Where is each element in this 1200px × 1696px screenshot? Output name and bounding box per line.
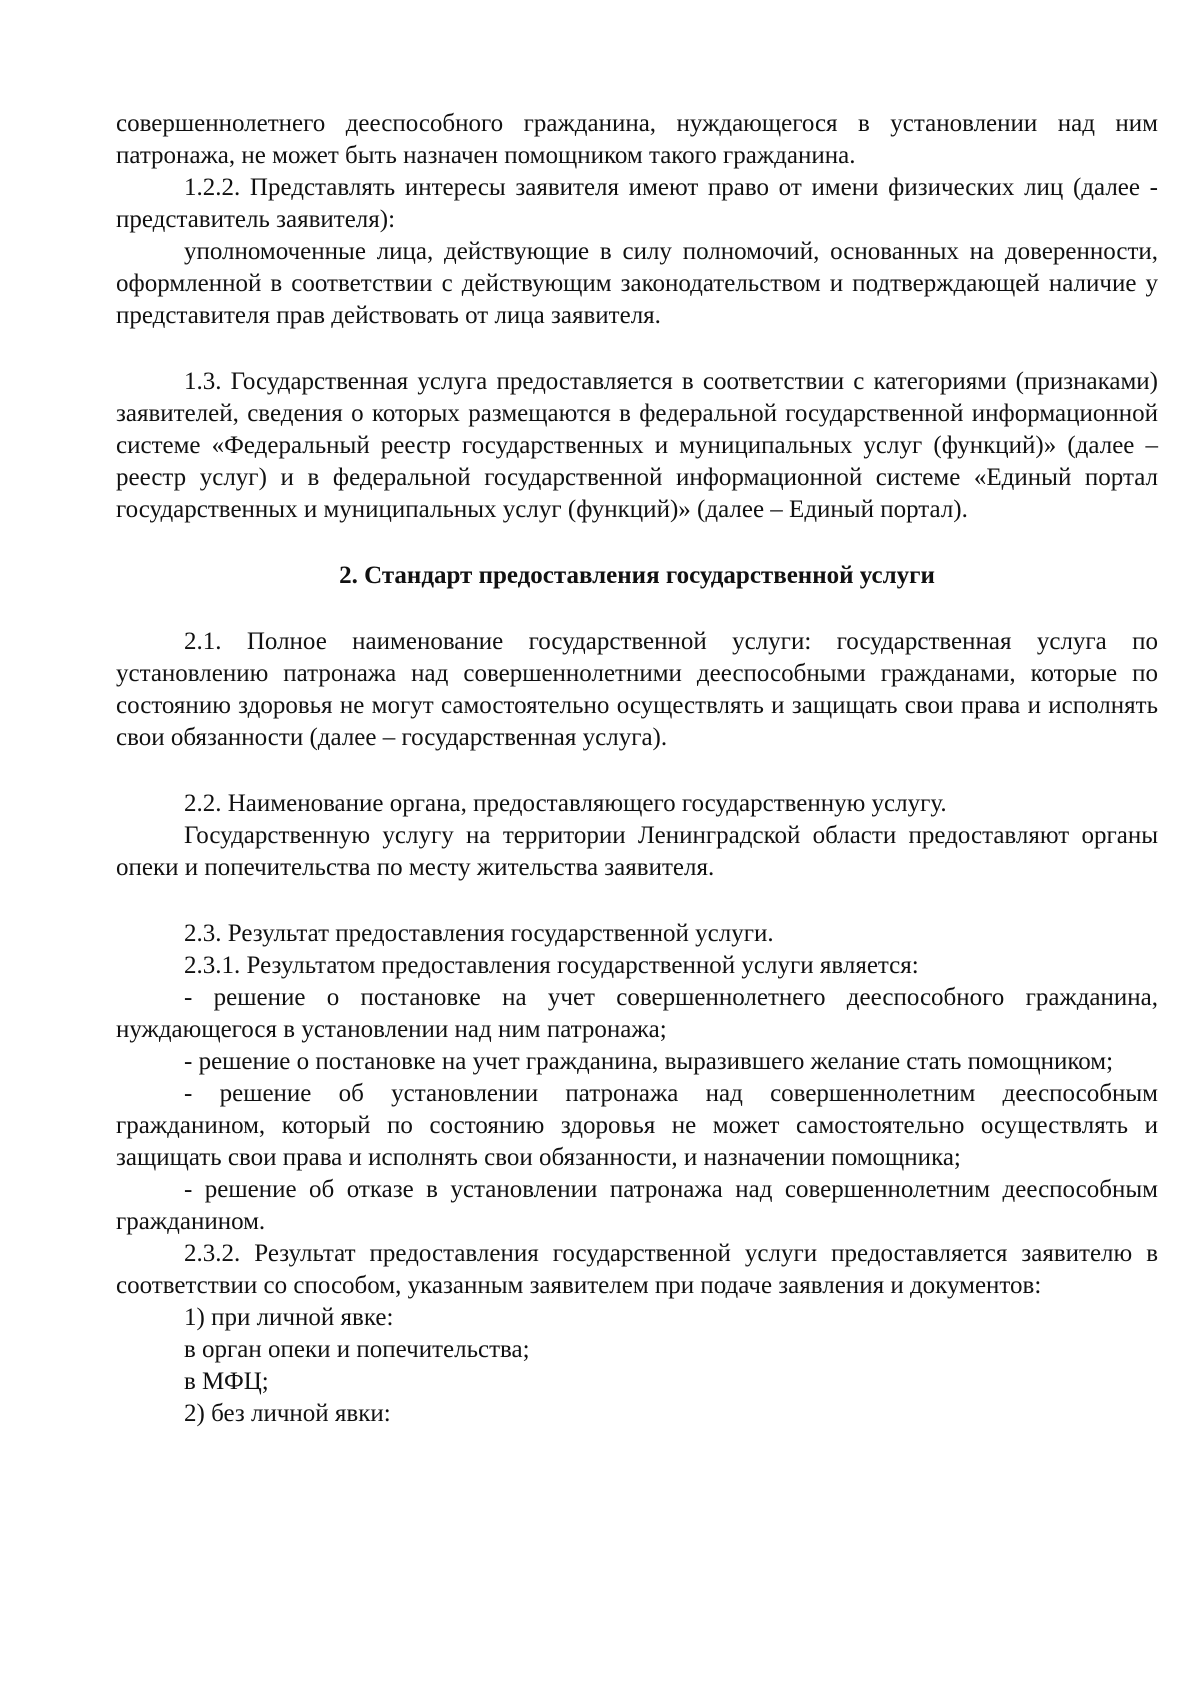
paragraph-2-2-body: Государственную услугу на территории Ленинградской области предоставляют органы опеки и попечительства по месту жительства заявителя. (116, 822, 1158, 881)
spacer (116, 884, 1158, 918)
list-item-result-2: - решение о постановке на учет гражданина, выразившего желание стать помощником; (184, 1048, 1114, 1075)
paragraph-1-2-2: 1.2.2. Представлять интересы заявителя имеют право от имени физических лиц (далее - представитель заявителя): (116, 174, 1158, 233)
document-page (116, 108, 1158, 1430)
spacer (116, 526, 1158, 560)
spacer (116, 332, 1158, 366)
list-item-result-3: - решение об установлении патронажа над совершеннолетним дееспособным гражданином, который по состоянию здоровья не может самостоятельно осуществлять и защищать свои права и исполнять свои обязанности, и назначении помощника; (116, 1080, 1158, 1171)
list-item-guardianship-body: в орган опеки и попечительства; (184, 1336, 530, 1363)
paragraph-2-3: 2.3. Результат предоставления государственной услуги. (184, 920, 774, 947)
list-item-mfc: в МФЦ; (184, 1368, 269, 1395)
paragraph-continuation: совершеннолетнего дееспособного гражданина, нуждающегося в установлении над ним патронажа, не может быть назначен помощником такого гражданина. (116, 110, 1158, 169)
paragraph-1-3: 1.3. Государственная услуга предоставляется в соответствии с категориями (признаками) заявителей, сведения о которых размещаются в федеральной государственной информационной системе «Федеральный реестр государственных и муниципальных услуг (функций)» (далее – реестр услуг) и в федеральной государственной информационной системе «Единый портал государственных и муниципальных услуг (функций)» (далее – Единый портал). (116, 368, 1158, 523)
section-heading: 2. Стандарт предоставления государственной услуги (339, 562, 935, 589)
paragraph-2-2: 2.2. Наименование органа, предоставляющего государственную услугу. (184, 790, 947, 817)
list-item-in-person: 1) при личной явке: (184, 1304, 394, 1331)
list-item-result-4: - решение об отказе в установлении патронажа над совершеннолетним дееспособным гражданином. (116, 1176, 1158, 1235)
spacer (116, 754, 1158, 788)
paragraph-2-3-1: 2.3.1. Результатом предоставления государственной услуги является: (184, 952, 919, 979)
spacer (116, 592, 1158, 626)
paragraph-2-1: 2.1. Полное наименование государственной услуги: государственная услуга по установлению патронажа над совершеннолетними дееспособными гражданами, которые по состоянию здоровья не могут самостоятельно осуществлять и защищать свои права и исполнять свои обязанности (далее – государственная услуга). (116, 628, 1158, 751)
list-item-remote: 2) без личной явки: (184, 1400, 391, 1427)
list-item-result-1: - решение о постановке на учет совершеннолетнего дееспособного гражданина, нуждающегося в установлении над ним патронажа; (116, 984, 1158, 1043)
paragraph-authorized-persons: уполномоченные лица, действующие в силу полномочий, основанных на доверенности, оформленной в соответствии с действующим законодательством и подтверждающей наличие у представителя прав действовать от лица заявителя. (116, 238, 1158, 329)
paragraph-2-3-2: 2.3.2. Результат предоставления государственной услуги предоставляется заявителю в соответствии со способом, указанным заявителем при подаче заявления и документов: (116, 1240, 1158, 1299)
